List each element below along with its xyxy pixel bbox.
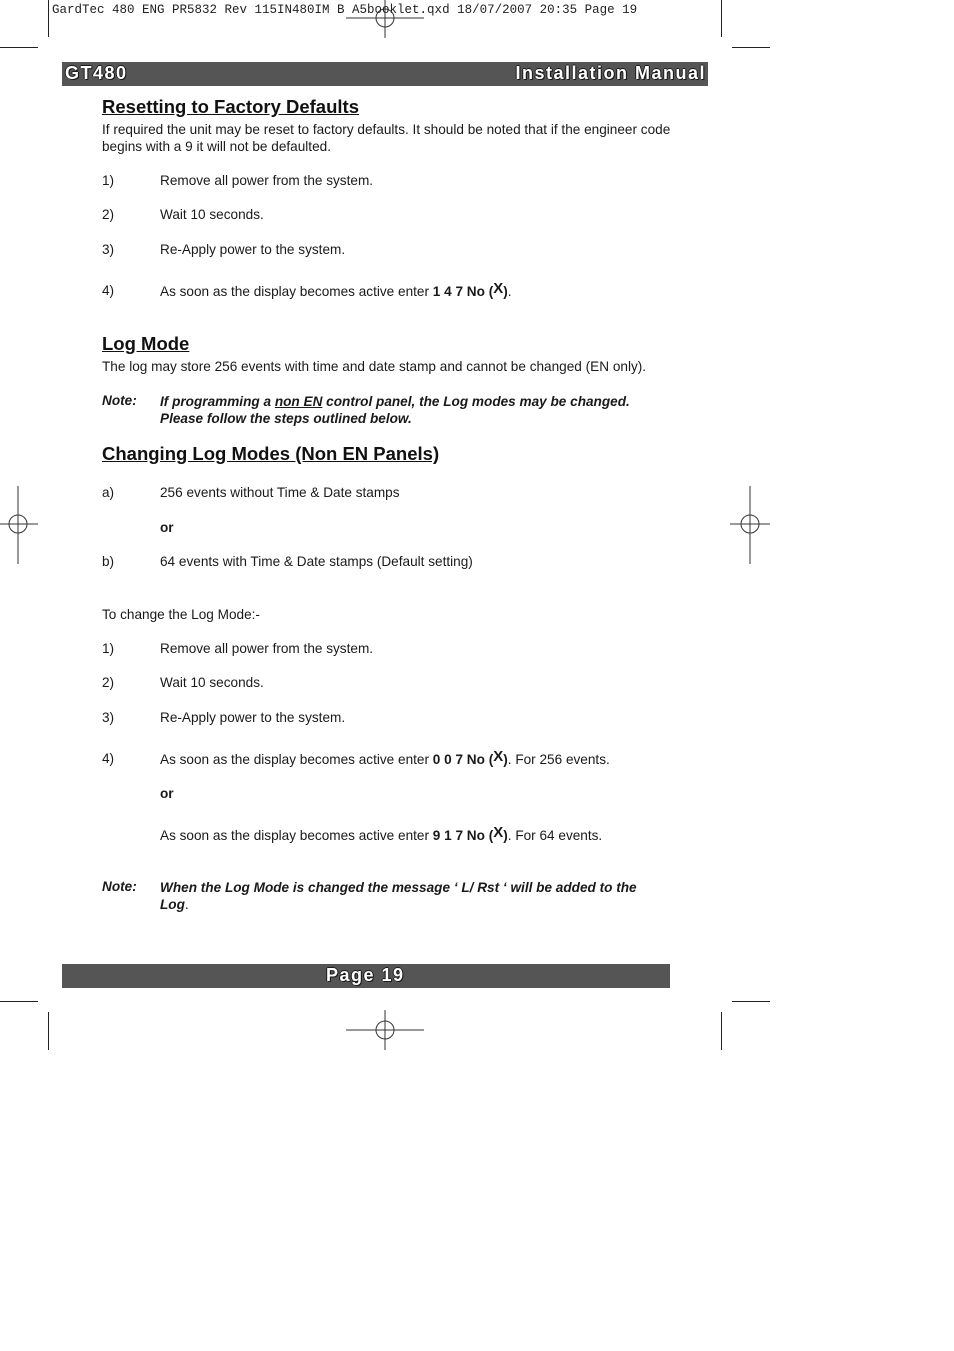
step-number: 2) [102, 675, 115, 690]
option-text: 256 events without Time & Date stamps [160, 485, 400, 500]
option-letter: b) [102, 554, 115, 569]
registration-mark-icon [730, 486, 770, 564]
note-text-underlined: non EN [274, 394, 323, 409]
header-product: GT480 [65, 63, 128, 83]
step-number: 3) [102, 710, 115, 725]
header-manual-title: Installation Manual [515, 63, 706, 83]
step-number: 3) [102, 242, 115, 257]
note-label: Note: [102, 879, 137, 894]
section-title-changing-log-modes: Changing Log Modes (Non EN Panels) [102, 443, 440, 464]
step-number: 1) [102, 641, 115, 656]
section-title-log-mode: Log Mode [102, 333, 190, 354]
registration-mark-icon [346, 0, 424, 40]
note-text [160, 393, 690, 427]
step-number: 4) [102, 751, 115, 766]
step-number: 2) [102, 207, 115, 222]
x-key-icon: X [493, 280, 504, 297]
option-text: 64 events with Time & Date stamps (Default setting) [160, 554, 473, 569]
note-text [160, 879, 690, 913]
crop-mark [48, 1012, 49, 1050]
step-text: Wait 10 seconds. [160, 207, 264, 222]
key-code: 9 1 7 No ( [432, 828, 494, 843]
note-text-end: . [184, 897, 189, 912]
step-text-body: As soon as the display becomes active enter [160, 284, 433, 299]
or-text: or [160, 520, 174, 535]
step-text-end: . For 256 events. [507, 752, 610, 767]
step-text: Remove all power from the system. [160, 173, 374, 188]
step-number: 1) [102, 173, 115, 188]
step-text-end: . [507, 284, 512, 299]
section-title-reset: Resetting to Factory Defaults [102, 96, 359, 117]
crop-mark [48, 0, 49, 37]
key-code-close: ) [503, 284, 508, 299]
step-text: Wait 10 seconds. [160, 675, 264, 690]
step-text-body: As soon as the display becomes active enter [160, 828, 433, 843]
note-text-b: Log [160, 897, 185, 912]
step-text [160, 280, 512, 300]
note-text-b: control panel, the Log modes may be changed. [322, 394, 630, 409]
key-code-close: ) [503, 752, 508, 767]
registration-mark-icon [0, 486, 40, 564]
crop-mark [0, 47, 38, 48]
log-mode-text: The log may store 256 events with time and date stamp and cannot be changed (EN only). [102, 359, 647, 374]
crop-mark [721, 0, 722, 37]
step-text: Remove all power from the system. [160, 641, 374, 656]
key-code-close: ) [503, 828, 508, 843]
step-text-end: . For 64 events. [507, 828, 603, 843]
step-text: Re-Apply power to the system. [160, 710, 346, 725]
note-text-a: If programming a [160, 394, 275, 409]
header-band [62, 62, 708, 86]
step-text [160, 824, 603, 844]
or-text: or [160, 786, 174, 801]
registration-mark-icon [346, 1010, 424, 1050]
crop-mark [732, 47, 770, 48]
change-intro: To change the Log Mode:- [102, 607, 260, 622]
note-label: Note: [102, 393, 137, 408]
step-text: Re-Apply power to the system. [160, 242, 346, 257]
key-code: 1 4 7 No ( [432, 284, 494, 299]
x-key-icon: X [493, 824, 504, 841]
print-slug: GardTec 480 ENG PR5832 Rev 115IN480IM B A5booklet.qxd 18/07/2007 20:35 Page 19 [52, 3, 638, 17]
step-number: 4) [102, 283, 115, 298]
note-text-a: When the Log Mode is changed the message ‘ L/ Rst ‘ will be added to the [160, 880, 637, 895]
crop-mark [732, 1001, 770, 1002]
note-text-c: Please follow the steps outlined below. [160, 411, 412, 426]
step-text-body: As soon as the display becomes active enter [160, 752, 433, 767]
crop-mark [0, 1001, 38, 1002]
reset-intro: If required the unit may be reset to factory defaults. It should be noted that if the engineer code begins with a 9 it will not be defaulted. [102, 122, 671, 154]
x-key-icon: X [493, 748, 504, 765]
page-number: Page 19 [326, 965, 405, 985]
option-letter: a) [102, 485, 115, 500]
step-text [160, 748, 610, 768]
crop-mark [721, 1012, 722, 1050]
key-code: 0 0 7 No ( [432, 752, 494, 767]
footer-band [62, 964, 670, 988]
